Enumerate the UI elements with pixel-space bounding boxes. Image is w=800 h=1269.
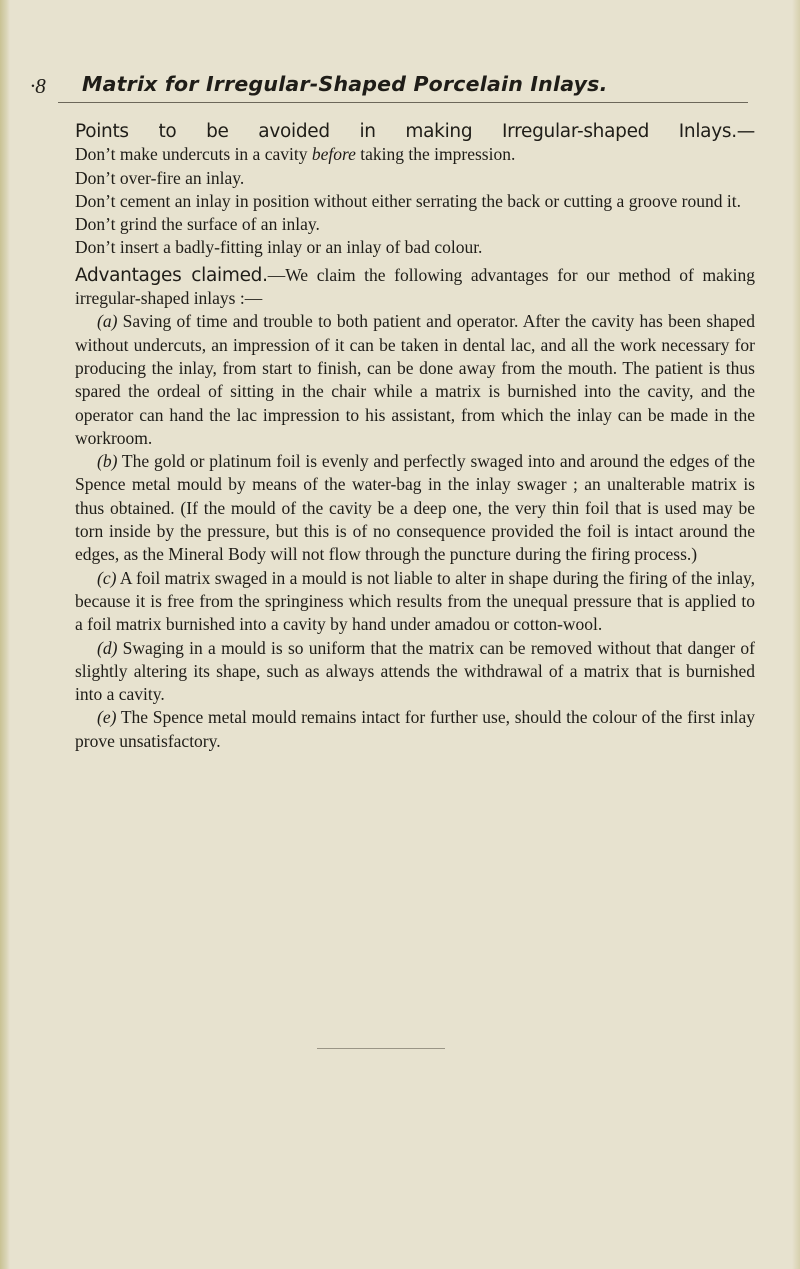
section-heading-advantages: Advantages claimed. [75, 264, 268, 286]
advantage-paragraph-b [75, 450, 755, 566]
book-page [30, 0, 765, 1269]
advantage-label-e: (e) [97, 707, 117, 728]
section-heading-points: Points to be avoided in making Irregular-shaped Inlays.— [75, 121, 755, 142]
body-text [75, 120, 755, 753]
dont-item-undercuts [75, 144, 515, 164]
dont-item-overfire: Don’t over-fire an inlay. [75, 167, 245, 188]
page-gutter-left [0, 0, 10, 1269]
advantage-paragraph-a [75, 310, 755, 450]
advantage-text-e: The Spence metal mould remains intact for further use, should the colour of the first inlay prove unsatisfactory. [75, 707, 755, 751]
dont-item-cement: Don’t cement an inlay in position without either serrating the back or cutting a groove round it. [75, 190, 741, 211]
advantage-text-a: Saving of time and trouble to both patient and operator. After the cavity has been shaped without undercuts, an impression of it can be taken in dental lac, and all the work necessary for producing the inlay, from start to finish, can be done away from the mouth. The patient is thus spared the ordeal of sitting in the chair while a matrix is burnished into the cavity, and the operator can hand the lac impression to his assistant, from which the inlay can be made in the workroom. [75, 311, 755, 448]
advantage-label-d: (d) [97, 637, 118, 658]
advantage-paragraph-c [75, 567, 755, 637]
page-gutter-right [792, 0, 800, 1269]
advantage-text-b: The gold or platinum foil is evenly and perfectly swaged into and around the edges of the Spence metal mould by means of the water-bag in the inlay swager ; an unalterable matrix is thus obtained. (If the mould of the cavity be a deep one, the very thin foil that is used may be torn inside by the pressure, but this is of no consequence provided the foil is intact around the edges, as the Mineral Body will not flow through the puncture during the firing process.) [75, 451, 755, 565]
dont-item-grind: Don’t grind the surface of an inlay. [75, 214, 320, 235]
advantage-text-c: A foil matrix swaged in a mould is not liable to alter in shape during the firing of the inlay, because it is free from the springiness which results from the unequal pressure that is applied to a foil matrix burnished into a cavity by hand under amadou or cotton-wool. [75, 567, 755, 635]
advantage-text-d: Swaging in a mould is so uniform that the matrix can be removed without that danger of slightly altering its shape, such as always attends the withdrawal of a matrix that is burnished into a cavity. [75, 637, 755, 705]
dont-item-insert: Don’t insert a badly-fitting inlay or an inlay of bad colour. [75, 237, 483, 258]
running-title: Matrix for Irregular-Shaped Porcelain Inlays. [82, 72, 608, 96]
section-advantages [75, 264, 755, 311]
emphasis-before: before [311, 144, 356, 165]
advantage-paragraph-d [75, 637, 755, 707]
advantages-intro: —We claim the following advantages for our method of making irregular-shaped inlays :— [75, 264, 755, 309]
advantage-label-c: (c) [97, 567, 117, 588]
footer-rule [317, 1048, 445, 1049]
advantage-label-b: (b) [97, 451, 118, 472]
header-rule [58, 102, 748, 103]
advantage-paragraph-e [75, 706, 755, 753]
advantage-label-a: (a) [97, 311, 118, 332]
section-points-to-avoid [75, 120, 755, 167]
page-number: ·8 [30, 74, 46, 98]
running-head [30, 72, 765, 102]
dont-item-text: Don’t make undercuts in a cavity [75, 144, 312, 165]
dont-item-text-end: taking the impression. [355, 144, 516, 165]
